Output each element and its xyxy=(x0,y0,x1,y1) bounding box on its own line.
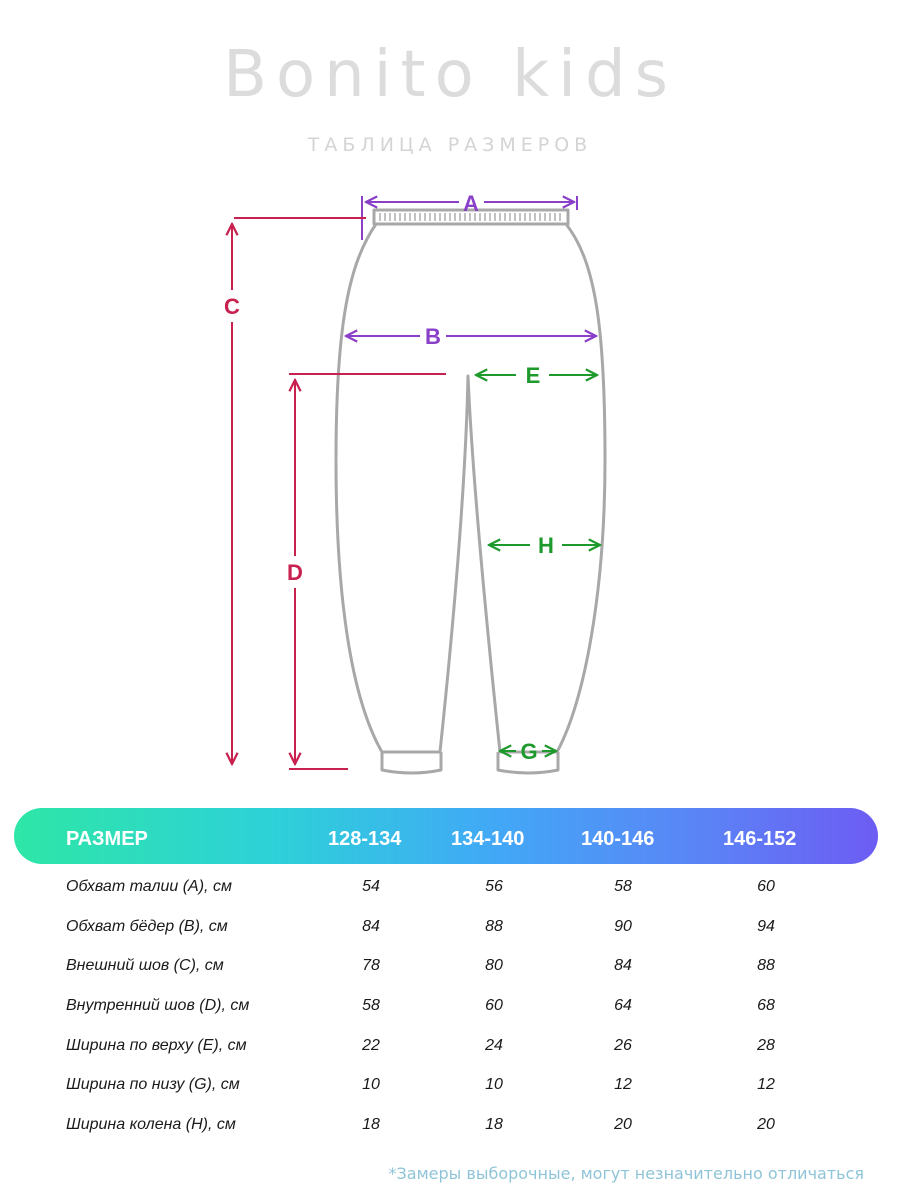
cell-value: 12 xyxy=(757,1076,775,1093)
cell-value: 64 xyxy=(614,997,632,1014)
cell-value: 80 xyxy=(485,957,503,974)
header-size-3: 140-146 xyxy=(581,828,655,850)
cell-value: 78 xyxy=(362,957,380,974)
row-label: Внутренний шов (D), см xyxy=(66,997,250,1014)
cell-value: 88 xyxy=(757,957,775,974)
cell-value: 20 xyxy=(614,1116,632,1133)
cell-value: 12 xyxy=(614,1076,632,1093)
label-d: D xyxy=(287,560,303,585)
cell-value: 18 xyxy=(485,1116,503,1133)
cell-value: 60 xyxy=(485,997,503,1014)
cell-value: 58 xyxy=(362,997,380,1014)
cell-value: 60 xyxy=(757,878,775,895)
cell-value: 84 xyxy=(362,918,380,935)
row-label: Ширина по низу (G), см xyxy=(66,1076,240,1093)
header-size-4: 146-152 xyxy=(723,828,797,850)
brand-title: Bonito kids xyxy=(223,38,677,112)
cell-value: 18 xyxy=(362,1116,380,1133)
cell-value: 54 xyxy=(362,878,380,895)
cell-value: 26 xyxy=(614,1037,632,1054)
label-g: G xyxy=(520,739,538,764)
header-size-2: 134-140 xyxy=(451,828,525,850)
cell-value: 94 xyxy=(757,918,775,935)
cell-value: 58 xyxy=(614,878,632,895)
row-label: Внешний шов (С), см xyxy=(66,957,224,974)
cell-value: 28 xyxy=(757,1037,775,1054)
label-e: E xyxy=(525,363,541,388)
cell-value: 24 xyxy=(485,1037,503,1054)
cell-value: 90 xyxy=(614,918,632,935)
cell-value: 10 xyxy=(485,1076,503,1093)
row-label: Обхват бёдер (В), см xyxy=(66,918,228,935)
pants-body xyxy=(336,224,605,752)
footnote: *Замеры выборочные, могут незначительно отличаться xyxy=(388,1164,864,1183)
cell-value: 10 xyxy=(362,1076,380,1093)
cell-value: 88 xyxy=(485,918,503,935)
page-subtitle: ТАБЛИЦА РАЗМЕРОВ xyxy=(307,134,593,156)
pants-diagram xyxy=(0,180,900,790)
pants-outline xyxy=(336,210,605,773)
cell-value: 84 xyxy=(614,957,632,974)
label-h: H xyxy=(538,533,554,558)
cell-value: 56 xyxy=(485,878,503,895)
cell-value: 20 xyxy=(757,1116,775,1133)
header-size-label: РАЗМЕР xyxy=(66,828,148,850)
cell-value: 68 xyxy=(757,997,775,1014)
row-label: Ширина по верху (Е), см xyxy=(66,1037,247,1054)
label-c: C xyxy=(224,294,240,319)
label-b: B xyxy=(425,324,441,349)
label-a: A xyxy=(463,191,479,216)
row-label: Обхват талии (А), см xyxy=(66,878,232,895)
row-label: Ширина колена (Н), см xyxy=(66,1116,236,1133)
cell-value: 22 xyxy=(362,1037,380,1054)
header-size-1: 128-134 xyxy=(328,828,402,850)
left-cuff xyxy=(382,752,441,773)
